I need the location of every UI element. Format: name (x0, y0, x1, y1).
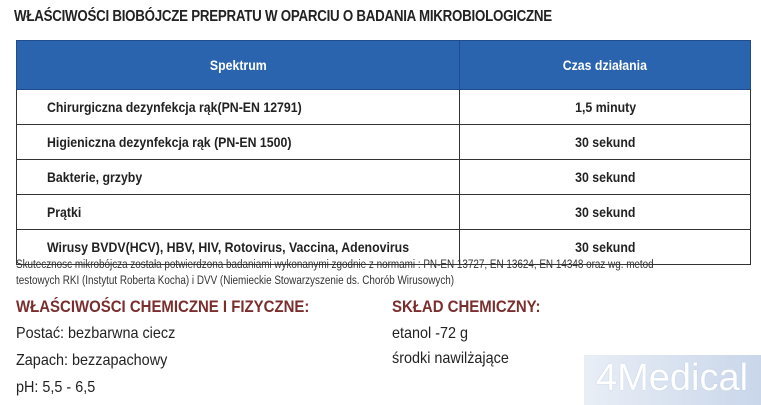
spectrum-table (16, 40, 751, 265)
form-line: Postać: bezbarwna ciecz (16, 325, 176, 342)
composition-title: SKŁAD CHEMICZNY: (392, 297, 541, 316)
efficacy-note (16, 257, 756, 289)
time-cell: 30 sekund (460, 160, 751, 195)
table-row (17, 160, 751, 195)
page-title: WŁAŚCIWOŚCI BIOBÓJCZE PREPRATU W OPARCIU O BADANIA MIKROBIOLOGICZNE (14, 8, 552, 25)
time-cell: 30 sekund (460, 230, 751, 265)
note-line-2: testowych RKI (Instytut Roberta Kocha) i DVV (Niemieckie Stowarzyszenie ds. Chorób Wirusowych) (16, 275, 455, 287)
odor-line: Zapach: bezzapachowy (16, 352, 168, 369)
brand-logo-text: 4Medical (596, 357, 749, 399)
spectrum-cell: Bakterie, grzyby (17, 160, 460, 195)
spectrum-cell: Higieniczna dezynfekcja rąk (PN-EN 1500) (17, 125, 460, 160)
table-row (17, 125, 751, 160)
spectrum-cell: Prątki (17, 195, 460, 230)
time-cell: 1,5 minuty (460, 90, 751, 125)
time-cell: 30 sekund (460, 125, 751, 160)
column-header-spectrum: Spektrum (17, 41, 460, 90)
moisturizers-line: środki nawilżające (392, 350, 509, 367)
time-cell: 30 sekund (460, 195, 751, 230)
chem-phys-title: WŁAŚCIWOŚCI CHEMICZNE I FIZYCZNE: (16, 297, 310, 316)
note-line-1: Skutecznosc mikrobójcza została potwierdzona badaniami wykonanymi zgodnie z normami : PN-EN 13727, EN 13624, EN 14348 oraz wg. metod (16, 259, 654, 271)
table-header-row (17, 41, 751, 90)
column-header-time: Czas działania (460, 41, 751, 90)
ph-line: pH: 5,5 - 6,5 (16, 379, 96, 396)
table-row (17, 195, 751, 230)
ethanol-line: etanol -72 g (392, 325, 469, 342)
spectrum-cell: Chirurgiczna dezynfekcja rąk(PN-EN 12791) (17, 90, 460, 125)
table-row (17, 90, 751, 125)
brand-logo (584, 355, 761, 405)
spectrum-cell: Wirusy BVDV(HCV), HBV, HIV, Rotovirus, Vaccina, Adenovirus (17, 230, 460, 265)
